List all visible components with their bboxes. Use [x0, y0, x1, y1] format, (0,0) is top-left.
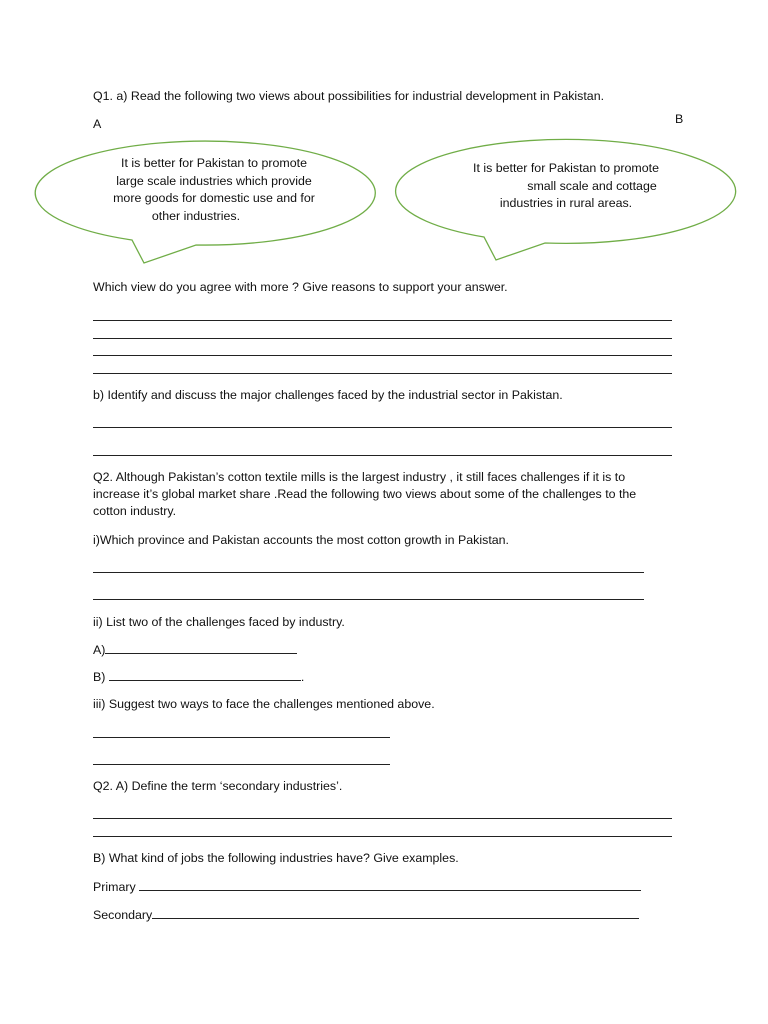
answer-line[interactable]	[93, 455, 672, 456]
challenge-a-row: A)	[93, 641, 297, 659]
view-a-text: It is better for Pakistan to promote large scale industries which provide more goods for domestic use and for other industries.	[113, 156, 315, 223]
primary-blank[interactable]	[139, 878, 641, 891]
q1-question-a: Which view do you agree with more ? Give reasons to support your answer.	[93, 280, 508, 294]
view-b-text: It is better for Pakistan to promote small scale and cottage industries in rural areas.	[473, 161, 659, 210]
q3-part-b: B) What kind of jobs the following industries have? Give examples.	[93, 851, 459, 865]
primary-row: Primary	[93, 878, 641, 896]
view-b-label: B	[675, 112, 684, 126]
answer-line[interactable]	[93, 355, 672, 356]
answer-line[interactable]	[93, 427, 672, 428]
answer-line[interactable]	[93, 737, 390, 738]
answer-line[interactable]	[93, 373, 672, 374]
answer-line[interactable]	[93, 320, 672, 321]
q3-part-a: Q2. A) Define the term ‘secondary industries’.	[93, 779, 343, 793]
speech-bubbles	[0, 0, 768, 300]
challenge-b-blank[interactable]	[109, 668, 301, 681]
answer-line[interactable]	[93, 572, 644, 573]
challenge-a-blank[interactable]	[105, 641, 297, 654]
answer-line[interactable]	[93, 818, 672, 819]
q2-part-ii: ii) List two of the challenges faced by industry.	[93, 615, 345, 629]
secondary-row: Secondary	[93, 906, 639, 924]
q2-intro: Q2. Although Pakistan’s cotton textile mills is the largest industry , it still faces challenges if it is to increase it’s global market share .Read the following two views about some of the challenges to the cotton industry.	[93, 470, 637, 518]
secondary-blank[interactable]	[152, 906, 639, 919]
q1-question-b: b) Identify and discuss the major challenges faced by the industrial sector in Pakistan.	[93, 388, 563, 402]
answer-line[interactable]	[93, 764, 390, 765]
view-a-label: A	[93, 117, 102, 131]
q1-intro: Q1. a) Read the following two views about possibilities for industrial development in Pakistan.	[93, 89, 605, 103]
answer-line[interactable]	[93, 599, 644, 600]
q2-part-i: i)Which province and Pakistan accounts the most cotton growth in Pakistan.	[93, 533, 509, 547]
challenge-b-row: B) .	[93, 670, 305, 684]
answer-line[interactable]	[93, 836, 672, 837]
answer-line[interactable]	[93, 338, 672, 339]
q2-part-iii: iii) Suggest two ways to face the challenges mentioned above.	[93, 697, 435, 711]
